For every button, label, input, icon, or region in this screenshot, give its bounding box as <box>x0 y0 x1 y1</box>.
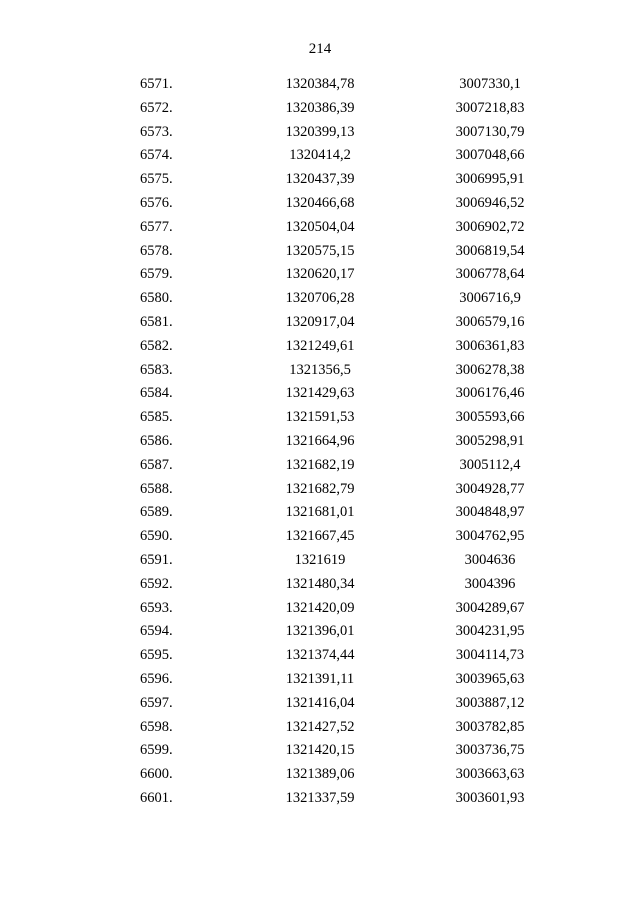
x-coordinate-cell: 1321420,15 <box>285 742 355 759</box>
x-coordinate-cell: 1320504,04 <box>285 218 355 235</box>
point-number-cell: 6599. <box>140 742 173 759</box>
point-number-cell: 6600. <box>140 766 173 783</box>
y-coordinate-cell: 3004114,73 <box>455 647 525 664</box>
point-number-cell: 6583. <box>140 361 173 378</box>
table-row <box>0 478 640 502</box>
point-number-cell: 6592. <box>140 575 173 592</box>
point-number-cell: 6593. <box>140 599 173 616</box>
point-number-cell: 6580. <box>140 290 173 307</box>
y-coordinate-cell: 3004636 <box>464 551 516 568</box>
x-coordinate-cell: 1320399,13 <box>285 123 355 140</box>
table-row <box>0 335 640 359</box>
y-coordinate-cell: 3006278,38 <box>455 361 525 378</box>
point-number-cell: 6584. <box>140 385 173 402</box>
y-coordinate-cell: 3007130,79 <box>455 123 525 140</box>
point-number-cell: 6572. <box>140 99 173 116</box>
y-coordinate-cell: 3007330,1 <box>459 76 521 92</box>
table-row <box>0 121 640 145</box>
point-number-cell: 6589. <box>140 504 173 521</box>
table-row <box>0 644 640 668</box>
point-number-cell: 6575. <box>140 171 173 188</box>
x-coordinate-cell: 1321681,01 <box>285 504 355 521</box>
table-row <box>0 73 640 97</box>
point-number-cell: 6587. <box>140 456 173 473</box>
table-row <box>0 549 640 573</box>
point-number-cell: 6573. <box>140 123 173 140</box>
table-row <box>0 263 640 287</box>
table-row <box>0 359 640 383</box>
y-coordinate-cell: 3006716,9 <box>459 290 521 307</box>
y-coordinate-cell: 3006361,83 <box>455 337 525 354</box>
y-coordinate-cell: 3004762,95 <box>455 528 525 545</box>
table-row <box>0 787 640 811</box>
x-coordinate-cell: 1321591,53 <box>285 409 355 426</box>
x-coordinate-cell: 1320384,78 <box>285 76 355 92</box>
x-coordinate-cell: 1321396,01 <box>285 623 355 640</box>
x-coordinate-cell: 1321480,34 <box>285 575 355 592</box>
table-row <box>0 739 640 763</box>
point-number-cell: 6576. <box>140 194 173 211</box>
coordinates-table <box>0 73 640 811</box>
table-row <box>0 144 640 168</box>
x-coordinate-cell: 1321420,09 <box>285 599 355 616</box>
page-number: 214 <box>308 41 332 57</box>
table-row <box>0 597 640 621</box>
y-coordinate-cell: 3007218,83 <box>455 99 525 116</box>
x-coordinate-cell: 1321337,59 <box>285 789 355 806</box>
y-coordinate-cell: 3004289,67 <box>455 599 525 616</box>
point-number-cell: 6571. <box>140 76 173 92</box>
point-number-cell: 6579. <box>140 266 173 283</box>
table-row <box>0 692 640 716</box>
x-coordinate-cell: 1320620,17 <box>285 266 355 283</box>
y-coordinate-cell: 3006946,52 <box>455 194 525 211</box>
point-number-cell: 6581. <box>140 313 173 330</box>
x-coordinate-cell: 1321249,61 <box>285 337 355 354</box>
x-coordinate-cell: 1321416,04 <box>285 694 355 711</box>
y-coordinate-cell: 3006902,72 <box>455 218 525 235</box>
x-coordinate-cell: 1321682,79 <box>285 480 355 497</box>
y-coordinate-cell: 3006819,54 <box>455 242 525 259</box>
table-row <box>0 454 640 478</box>
x-coordinate-cell: 1321667,45 <box>285 528 355 545</box>
table-row <box>0 430 640 454</box>
point-number-cell: 6578. <box>140 242 173 259</box>
y-coordinate-cell: 3006778,64 <box>455 266 525 283</box>
y-coordinate-cell: 3005298,91 <box>455 432 525 449</box>
x-coordinate-cell: 1321429,63 <box>285 385 355 402</box>
x-coordinate-cell: 1321389,06 <box>285 766 355 783</box>
point-number-cell: 6574. <box>140 147 173 164</box>
x-coordinate-cell: 1321391,11 <box>285 670 355 687</box>
x-coordinate-cell: 1321682,19 <box>285 456 355 473</box>
x-coordinate-cell: 1321374,44 <box>285 647 355 664</box>
x-coordinate-cell: 1321619 <box>294 551 346 568</box>
x-coordinate-cell: 1320466,68 <box>285 194 355 211</box>
y-coordinate-cell: 3004231,95 <box>455 623 525 640</box>
y-coordinate-cell: 3004928,77 <box>455 480 525 497</box>
table-row <box>0 287 640 311</box>
y-coordinate-cell: 3003887,12 <box>455 694 525 711</box>
table-row <box>0 240 640 264</box>
point-number-cell: 6577. <box>140 218 173 235</box>
table-row <box>0 668 640 692</box>
y-coordinate-cell: 3006176,46 <box>455 385 525 402</box>
point-number-cell: 6591. <box>140 551 173 568</box>
y-coordinate-cell: 3003965,63 <box>455 670 525 687</box>
x-coordinate-cell: 1320437,39 <box>285 171 355 188</box>
x-coordinate-cell: 1321427,52 <box>285 718 355 735</box>
table-row <box>0 525 640 549</box>
y-coordinate-cell: 3007048,66 <box>455 147 525 164</box>
table-row <box>0 406 640 430</box>
x-coordinate-cell: 1320706,28 <box>285 290 355 307</box>
y-coordinate-cell: 3003663,63 <box>455 766 525 783</box>
y-coordinate-cell: 3003736,75 <box>455 742 525 759</box>
point-number-cell: 6585. <box>140 409 173 426</box>
y-coordinate-cell: 3005112,4 <box>459 456 521 473</box>
table-row <box>0 501 640 525</box>
table-row <box>0 192 640 216</box>
x-coordinate-cell: 1321664,96 <box>285 432 355 449</box>
y-coordinate-cell: 3003782,85 <box>455 718 525 735</box>
y-coordinate-cell: 3004396 <box>464 575 516 592</box>
y-coordinate-cell: 3003601,93 <box>455 789 525 806</box>
point-number-cell: 6597. <box>140 694 173 711</box>
point-number-cell: 6595. <box>140 647 173 664</box>
table-row <box>0 216 640 240</box>
point-number-cell: 6596. <box>140 670 173 687</box>
point-number-cell: 6588. <box>140 480 173 497</box>
point-number-cell: 6582. <box>140 337 173 354</box>
point-number-cell: 6601. <box>140 789 173 806</box>
y-coordinate-cell: 3005593,66 <box>455 409 525 426</box>
table-row <box>0 311 640 335</box>
y-coordinate-cell: 3006579,16 <box>455 313 525 330</box>
x-coordinate-cell: 1320917,04 <box>285 313 355 330</box>
table-row <box>0 168 640 192</box>
point-number-cell: 6590. <box>140 528 173 545</box>
x-coordinate-cell: 1320414,2 <box>289 147 351 164</box>
x-coordinate-cell: 1320575,15 <box>285 242 355 259</box>
x-coordinate-cell: 1320386,39 <box>285 99 355 116</box>
table-row <box>0 716 640 740</box>
table-row <box>0 573 640 597</box>
y-coordinate-cell: 3006995,91 <box>455 171 525 188</box>
point-number-cell: 6586. <box>140 432 173 449</box>
point-number-cell: 6598. <box>140 718 173 735</box>
table-row <box>0 763 640 787</box>
table-row <box>0 382 640 406</box>
table-row <box>0 620 640 644</box>
point-number-cell: 6594. <box>140 623 173 640</box>
table-row <box>0 97 640 121</box>
y-coordinate-cell: 3004848,97 <box>455 504 525 521</box>
x-coordinate-cell: 1321356,5 <box>289 361 351 378</box>
